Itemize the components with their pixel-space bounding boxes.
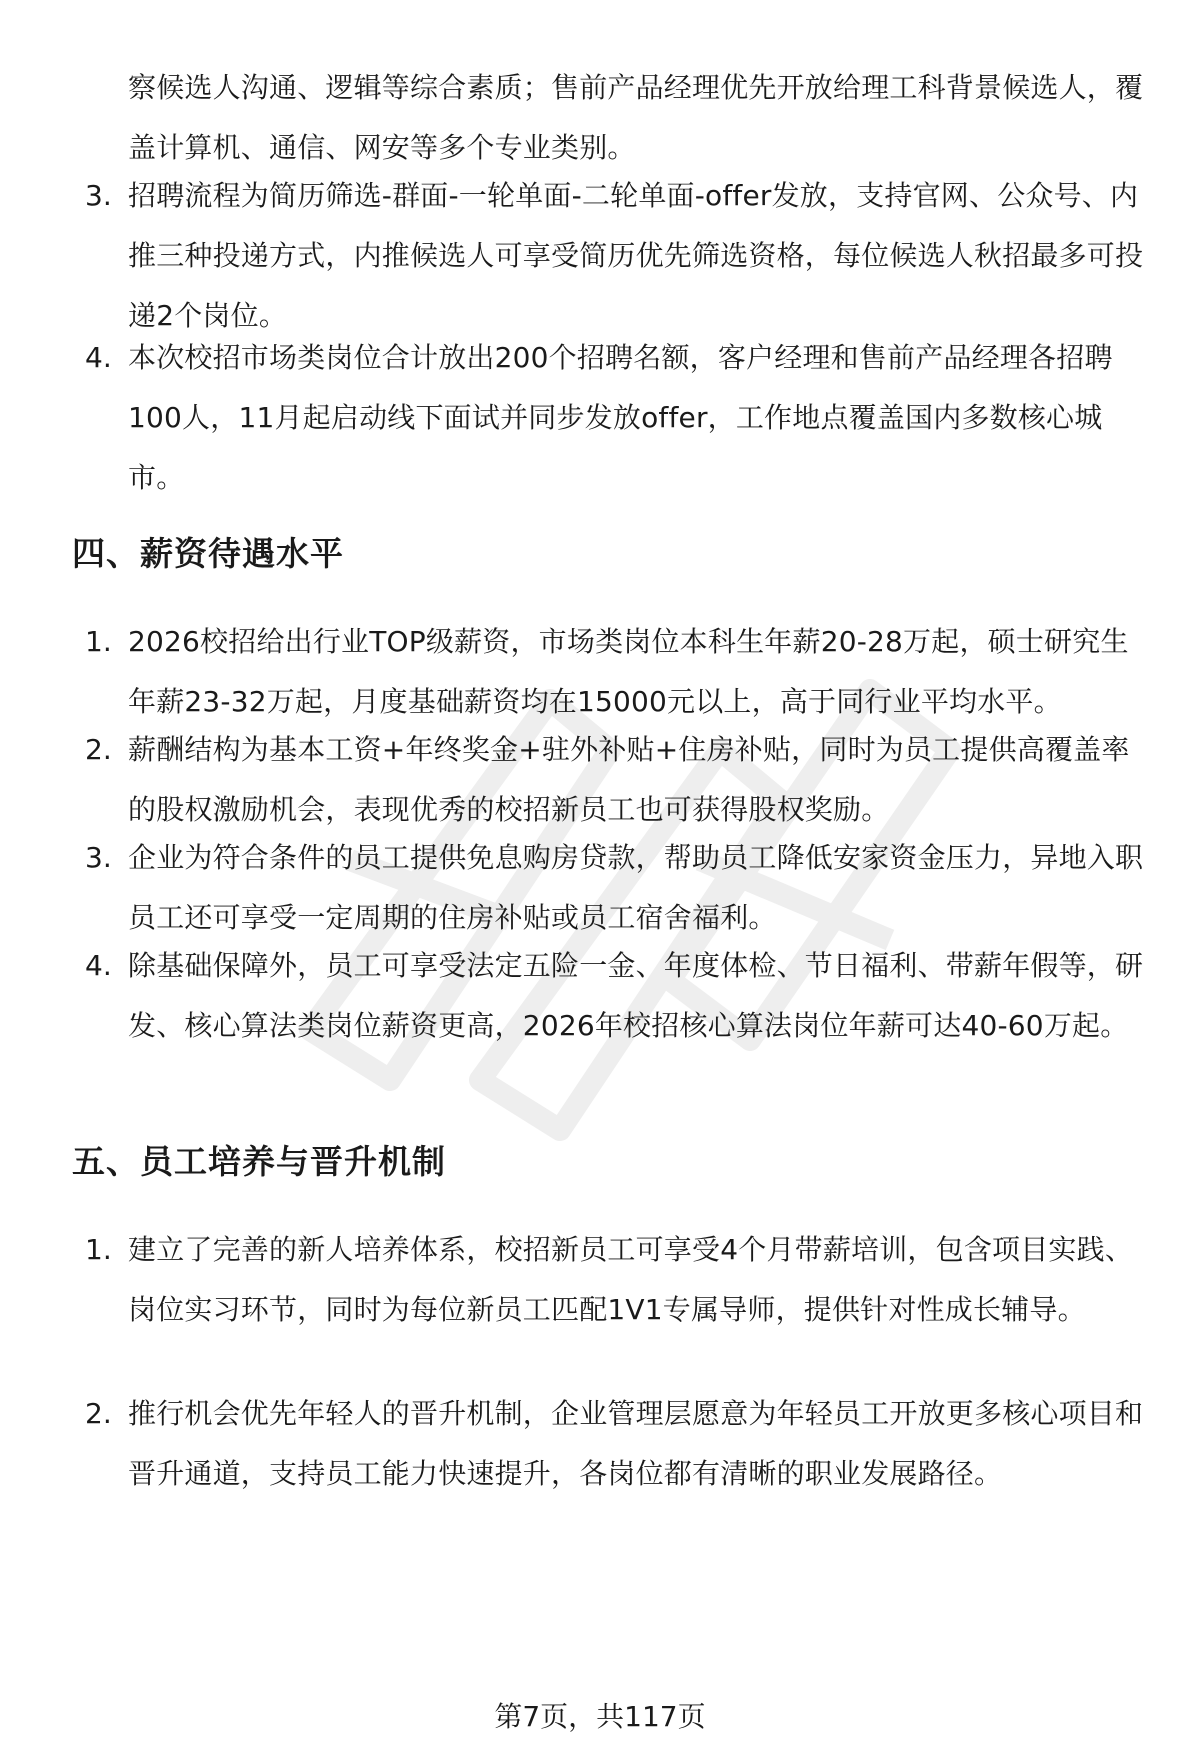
section-heading: 四、薪资待遇水平 bbox=[72, 534, 344, 573]
list-item-text: 建立了完善的新人培养体系，校招新员工可享受4个月带薪培训，包含项目实践、岗位实习环节，同时为每位新员工匹配1V1专属导师，提供针对性成长辅导。 bbox=[128, 1233, 1134, 1326]
list-item-text: 企业为符合条件的员工提供免息购房贷款，帮助员工降低安家资金压力，异地入职员工还可享受一定周期的住房补贴或员工宿舍福利。 bbox=[128, 841, 1144, 934]
list-item-number: 1. bbox=[85, 1233, 112, 1266]
list-item-number: 3. bbox=[85, 841, 112, 874]
list-item-text: 薪酬结构为基本工资+年终奖金+驻外补贴+住房补贴，同时为员工提供高覆盖率的股权激励机会，表现优秀的校招新员工也可获得股权奖励。 bbox=[128, 733, 1130, 826]
list-item-text: 招聘流程为简历筛选-群面-一轮单面-二轮单面-offer发放，支持官网、公众号、内推三种投递方式，内推候选人可享受简历优先筛选资格，每位候选人秋招最多可投递2个岗位。 bbox=[128, 179, 1144, 332]
list-item-number: 2. bbox=[85, 733, 112, 766]
section-heading: 五、员工培养与晋升机制 bbox=[72, 1142, 446, 1181]
list-item-number: 1. bbox=[85, 625, 112, 658]
list-item-number: 2. bbox=[85, 1397, 112, 1430]
list-item-text: 2026校招给出行业TOP级薪资，市场类岗位本科生年薪20-28万起，硕士研究生年薪23-32万起，月度基础薪资均在15000元以上，高于同行业平均水平。 bbox=[128, 625, 1129, 718]
continuation-paragraph: 察候选人沟通、逻辑等综合素质；售前产品经理优先开放给理工科背景候选人，覆盖计算机、通信、网安等多个专业类别。 bbox=[128, 71, 1144, 164]
list-item-number: 4. bbox=[85, 341, 112, 374]
list-item-text: 推行机会优先年轻人的晋升机制，企业管理层愿意为年轻员工开放更多核心项目和晋升通道，支持员工能力快速提升，各岗位都有清晰的职业发展路径。 bbox=[128, 1397, 1144, 1490]
list-item-text: 除基础保障外，员工可享受法定五险一金、年度体检、节日福利、带薪年假等，研发、核心算法类岗位薪资更高，2026年校招核心算法岗位年薪可达40-60万起。 bbox=[128, 949, 1144, 1042]
list-item-number: 4. bbox=[85, 949, 112, 982]
list-item-number: 3. bbox=[85, 179, 112, 212]
page-number: 第7页，共117页 bbox=[494, 1700, 706, 1733]
list-item-text: 本次校招市场类岗位合计放出200个招聘名额，客户经理和售前产品经理各招聘100人，11月起启动线下面试并同步发放offer，工作地点覆盖国内多数核心城市。 bbox=[128, 341, 1113, 494]
